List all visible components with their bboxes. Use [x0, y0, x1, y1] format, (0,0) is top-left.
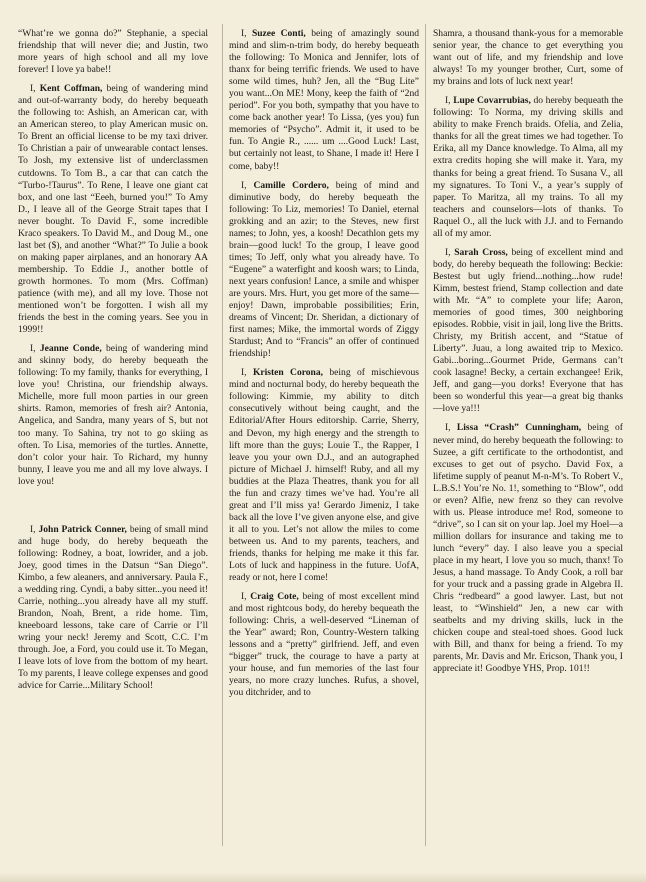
entry-name: Jeanne Conde,: [39, 343, 102, 355]
entry-body: being of wandering mind and out-of-warranty body, do hereby bequeath the following to: Ashish, an American car, with an American stereo, to play American music on. To Brent an official license to be my taxi driver. To Christian a pair of unwearable contact lenses. To Josh, my extensive list of underclassmen cutdowns. To Tom B., a car that can catch the “Turbo-!Taurus”. To Rene, I leave one giant cat box, and one last “Eeeh, burned you!” To Amy D., I leave all of the George Strait tapes that I never bought. To David F., some incredible Kraco speakers. To David M., and Doug M., one last bet ($), and another “What?” To Julie a book on making paper airplanes, and an honorary AA membership. To Eddie J., another bottle of growth hormones. To mom (Mrs. Coffman) patience (with me), and all my love. Those not mentioned won’t be forgotten. I wish all my friends the best in the coming years. See you in 1999!!: [18, 83, 208, 336]
entry-kristen-corona: I, Kristen Corona, being of mischievous mind and nocturnal body, do hereby bequeath the following: Kimmie, my ability to ditch consecutively without being caught, and the Editorial/After Hours editorship. Carrie, Sherry, and Devon, my high energy and the strength to lift more than the guys; Louie T., the Rapper, I leave you your own D.J., and an autographed picture of Michael J. himself! Ruby, and all my buddies at the Plaza Theatres, thank you for all the fun and crazy times we’ve had. You’re all great and I’ll miss ya! Gerardo Jimeniz, I take back all the love I’ve given anyone else, and give it all to you. Let’s not allow the miles to come between us. And to my parents, teachers, and friends, thanks for helping me make it this far. Lots of luck and happiness in the future. UofA, ready or not, here I come!: [229, 367, 420, 584]
column-divider: [222, 24, 223, 846]
entry-name: John Patrick Conner,: [38, 523, 127, 535]
column-divider: [425, 24, 426, 846]
entry-body: being of amazingly sound mind and slim-n-trim body, do hereby bequeath the following: To Monica and Jennifer, lots of thanx for being terrific friends. We used to have some wild times, huh? Jen, all the “Bug Lite” you want...On ME! Mony, keep the faith of “2nd period”. For you both, sympathy that you have to come back another year! To Lissa, (yes you) fun memories of “Psycho”. Admit it, it used to be fun. To Angie R., ...... um ....Good Luck! Last, but certainly not least, to Shane, I made it! Here I come, baby!!: [229, 28, 419, 172]
entry-body: being of never mind, do hereby bequeath the following: to Suzee, a gift certificate to the orthodontist, and excuses to get out of psycho. David Fox, a lifetime supply of peanut M-n-M’s. To Robert V., L.B.S.! You’re No. 1!, something to “Blow”, odd or even? Alfie, new frenz so they can revolve with us. Please introduce me! Rod, someone to “drive”, so I can sit on your lap. Joel my Hoel—a million dollars for insurance and taking me to lunch “every” day. I also leave you a special place in my heart, I love you so much, thanx! To Jesus, a hand massage. To Andy Cook, a roll bar for your truck and a passing grade in Algebra II. Chris “redbeard” a good lawyer. Last, but not least, to “Winshield” Jen, a new car with seatbelts and my driving skills, luck in the chicken coupe and steal-toed shoes. Good luck with Bill, and thanx for being a friend. To my parents, Mr. Davis and Mr. Ericson, Thank you, I appreciate it! Goodbye YHS, Prop. 101!!: [433, 422, 623, 675]
entry-name: Kent Coffman,: [39, 83, 103, 95]
entry-name: Sarah Cross,: [454, 246, 508, 258]
entry-name: Suzee Conti,: [251, 28, 306, 39]
entry-body: being of mind and diminutive body, do hereby bequeath the following: To Liz, memories! To Daniel, eternal grokking and an azir; to the Steves, new first names; to John, yes, a koosh! Decathlon gets my brain—good luck! To the group, I leave good times; To Jeff, only what you already have. To “Eugene” a waterfight and koosh wars; to Linda, next years confusion! Lance, a smile and whisper are yours. Mrs. Hurt, you get more of the same—enjoy! Dawn, improbable possibilities; Erin, dreams of Vincent; Dr. Sheridan, a dictionary of first names; Mike, the immortal words of Ziggy Stardust; And to “Francis” an offer of continued friendship!: [229, 179, 420, 360]
entry-body: being of wandering mind and skinny body, do hereby bequeath the following: To my family, thanks for everything, I love you! Christina, our friendship always. Michelle, more full moon parties in our green shirts. Ramon, memories of fresh air? Antonia, Angelica, and Sandra, many years of S, but not too many. To Sahina, try not to go skiing as often. To Lisa, memories of the turtles. Annette, don’t color your hair. To Richard, my hunny bunny, I leave you me and all my love always. I love you!: [18, 343, 209, 487]
entry-lissa-cunningham: I, Lissa “Crash” Cunningham, being of never mind, do hereby bequeath the following: to Suzee, a gift certificate to the orthodontist, and excuses to get out of psycho. David Fox, a lifetime supply of peanut M-n-M’s. To Robert V., L.B.S.! You’re No. 1!, something to “Blow”, odd or even? Alfie, new frenz so they can revolve with us. Please introduce me! Rod, someone to “drive”, so I can sit on your lap. Joel my Hoel—a million dollars for insurance and taking me to lunch “every” day. I also leave you a special place in my heart, I love you so much, thanx! To Jesus, a hand massage. To Andy Cook, a roll bar for your truck and a passing grade in Algebra II. Chris “redbeard” a good lawyer. Last, but not least, to “Winshield” Jen, a new car with seatbelts and my driving skills, luck in the chicken coupe and steal-toed shoes. Good luck with Bill, and thanx for being a friend. To my parents, Mr. Davis and Mr. Ericson, Thank you, I appreciate it! Goodbye YHS, Prop. 101!!: [433, 422, 623, 675]
column-1: [18, 28, 208, 699]
entry-name: Lissa “Crash” Cunningham,: [456, 422, 582, 434]
entry-name: Kristen Corona,: [252, 367, 324, 379]
entry-name: Lupe Covarrubias,: [453, 95, 531, 107]
entry-body: being of small mind and huge body, do hereby bequeath the following: Rodney, a boat, lowrider, and a job. Joey, good times in the Datsun “San Diego”. Kimbo, a few aleaners, and anniversary. Paula F., a wedding ring. Cyndi, a baby sitter...you need it! Carrie, nothing...you already have all my stuff. Brandon, Noah, Brent, a ride home. Tim, kneeboard lessons, take care of Carrie or I’ll wring your neck! Jeremy and Scott, C.C. I’m through. Joe, a Ford, you could use it. To Megan, I leave lots of love from the bottom of my heart. To my parents, I leave college expenses and good advice for Carrie...Military School!: [18, 523, 209, 692]
entry-sarah-cross: I, Sarah Cross, being of excellent mind and body, do hereby bequeath the following: Beckie: Bestest but ugly friend...nothing...how rude! Kimm, bestest friend, Stamp collection and date with Mr. “A” to complete your life; Aaron, memories of good times, 300 neighboring episodes. Robbie, visit in jail, long live the Britts. Christy, my British accent, and “Statue of Liberty”. Juau, a long awaited trip to Mexico. Gabi...boring...Gourmet Pride, Germans can’t cook lasagne! Becky, a certain exchangee! Erik, Jeff, and gang—you dorks! Everyone that has been so wonderful this year—a great big thanks—love ya!!!: [433, 246, 624, 415]
entry-body: being of mischievous mind and nocturnal body, do hereby bequeath the following: Kimmie, my ability to ditch consecutively without being caught, and the Editorial/After Hours editorship. Carrie, Sherry, and Devon, my high energy and the strength to lift more than the guys; Louie T., the Rapper, I leave you your own D.J., and an autographed picture of Michael J. himself! Ruby, and all my buddies at the Plaza Theatres, thank you for all the fun and crazy times we’ve had. You’re all great and I’ll miss ya! Gerardo Jimeniz, I take back all the love I’ve given anyone else, and give it all to you. Let’s not allow the miles to come between us. And to my parents, teachers, and friends, thanks for helping me make it this far. Lots of luck and happiness in the future. UofA, ready or not, here I come!: [229, 367, 420, 584]
entry-suzee-conti: I, Suzee Conti, being of amazingly sound mind and slim-n-trim body, do hereby bequeath the following: To Monica and Jennifer, lots of thanx for being terrific friends. We used to have some wild times, huh? Jen, all the “Bug Lite” you want...On ME! Mony, keep the faith of “2nd period”. For you both, sympathy that you have to come back another year! To Lissa, (yes you) fun memories of “Psycho”. Admit it, it used to be fun. To Angie R., ...... um ....Good Luck! Last, but certainly not least, to Shane, I made it! Here I come, baby!!: [229, 28, 419, 172]
column-3: [433, 28, 623, 682]
entry-camille-cordero: I, Camille Cordero, being of mind and diminutive body, do hereby bequeath the following: To Liz, memories! To Daniel, eternal grokking and an azir; to the Steves, new first names; to John, yes, a koosh! Decathlon gets my brain—good luck! To the group, I leave good times; To Jeff, only what you already have. To “Eugene” a waterfight and koosh wars; to Linda, next years confusion! Lance, a smile and whisper are yours. Mrs. Hurt, you get more of the same—enjoy! Dawn, improbable possibilities; Erin, dreams of Vincent; Dr. Sheridan, a dictionary of first names; Mike, the immortal words of Ziggy Stardust; And to “Francis” an offer of continued friendship!: [229, 179, 420, 360]
entry-name: Camille Cordero,: [253, 179, 329, 191]
entry-jeanne-conde: I, Jeanne Conde, being of wandering mind and skinny body, do hereby bequeath the following: To my family, thanks for everything, I love you! Christina, our friendship always. Michelle, more full moon parties in our green shirts. Ramon, memories of fresh air? Antonia, Angelica, and Sandra, many years of S, but not too many. To Sahina, try not to go skiing as often. To Lisa, memories of the turtles. Annette, don’t color your hair. To Richard, my hunny bunny, I leave you me and all my love always. I love you!: [18, 343, 209, 487]
entry-continuation: “What’re we gonna do?” Stephanie, a special friendship that will never die; and Justin, two more years of high school and all my love forever! I love ya babe!!: [18, 28, 208, 76]
entry-body: do hereby bequeath the following: To Norma, my driving skills and ability to make French braids. Ofelia, and Zelia, thanks for all the great times we had together. To Erika, all my Dance knowledge. To Alma, all my extra credits hoping she will make it. Yara, my thanks for being a great friend. To Susana V., all my signatures. To Toni V., a year’s supply of paper. To Maritza, all my trains. To all my teachers and counselors—lots of thanks. To Raquel O., all the luck with J.J. and to Fernando all of my amor.: [433, 95, 623, 239]
entry-continuation: Shamra, a thousand thank-yous for a memorable senior year, the chance to get everything you want out of life, and my friendship and love always! To my younger brother, Curt, some of my brains and lots of luck next year!: [433, 28, 623, 88]
entry-lupe-covarrubias: I, Lupe Covarrubias, do hereby bequeath the following: To Norma, my driving skills and ability to make French braids. Ofelia, and Zelia, thanks for all the great times we had together. To Erika, all my Dance knowledge. To Alma, all my extra credits hoping she will make it. Yara, my thanks for being a great friend. To Susana V., all my signatures. To Toni V., a year’s supply of paper. To Maritza, all my trains. To all my teachers and counselors—lots of thanks. To Raquel O., all the luck with J.J. and to Fernando all of my amor.: [433, 95, 623, 239]
entry-body: being of excellent mind and body, do hereby bequeath the following: Beckie: Bestest but ugly friend...nothing...how rude! Kimm, bestest friend, Stamp collection and date with Mr. “A” to complete your life; Aaron, memories of good times, 300 neighboring episodes. Robbie, visit in jail, long live the Britts. Christy, my British accent, and “Statue of Liberty”. Juau, a long awaited trip to Mexico. Gabi...boring...Gourmet Pride, Germans can’t cook lasagne! Becky, a certain exchangee! Erik, Jeff, and gang—you dorks! Everyone that has been so wonderful this year—a great big thanks—love ya!!!: [433, 246, 624, 415]
entry-body: being of most excellent mind and most rightcous body, do hereby bequeath the following: Chris, a well-deserved “Lineman of the Year” award; Ron, Country-Western talking lessons and a “pretty” girlfriend. Jeff, and even “bigger” truck, the courage to have a party at your house, and fun memories of the last four years, no more crazy lunches. Rufus, a shovel, you ditchrider, and to: [229, 591, 420, 699]
entry-craig-cote: I, Craig Cote, being of most excellent mind and most rightcous body, do hereby bequeath the following: Chris, a well-deserved “Lineman of the Year” award; Ron, Country-Western talking lessons and a “pretty” girlfriend. Jeff, and even “bigger” truck, the courage to have a party at your house, and fun memories of the last four years, no more crazy lunches. Rufus, a shovel, you ditchrider, and to: [229, 591, 420, 699]
entry-john-patrick-conner: I, John Patrick Conner, being of small mind and huge body, do hereby bequeath the following: Rodney, a boat, lowrider, and a job. Joey, good times in the Datsun “San Diego”. Kimbo, a few aleaners, and anniversary. Paula F., a wedding ring. Cyndi, a baby sitter...you need it! Carrie, nothing...you already have all my stuff. Brandon, Noah, Brent, a ride home. Tim, kneeboard lessons, take care of Carrie or I’ll wring your neck! Jeremy and Scott, C.C. I’m through. Joe, a Ford, you could use it. To Megan, I leave lots of love from the bottom of my heart. To my parents, I leave college expenses and good advice for Carrie...Military School!: [18, 523, 209, 692]
page-edge: [0, 872, 646, 882]
column-2: [229, 28, 419, 707]
entry-kent-coffman: I, Kent Coffman, being of wandering mind and out-of-warranty body, do hereby bequeath the following to: Ashish, an American car, with an American stereo, to play American music on. To Brent an official license to be my taxi driver. To Christian a pair of unwearable contact lenses. To Josh, my extensive list of underclassmen cutdowns. To Tom B., a car that can catch the “Turbo-!Taurus”. To Rene, I leave one giant cat box, and one last “Eeeh, burned you!” To Amy D., I leave all of the George Strait tapes that I never bought. To David F., some incredible Kraco speakers. To David M., and Doug M., one last bet ($), and another “What?” To Julie a book on making paper airplanes, and an honorary AA membership. To Eddie J., another bottle of growth hormones. To mom (Mrs. Coffman) patience (with me), and all my love. Those not mentioned won’t be forgotten. I wish all my friends the best in the coming years. See you in 1999!!: [18, 83, 208, 336]
entry-name: Craig Cote,: [250, 591, 299, 603]
